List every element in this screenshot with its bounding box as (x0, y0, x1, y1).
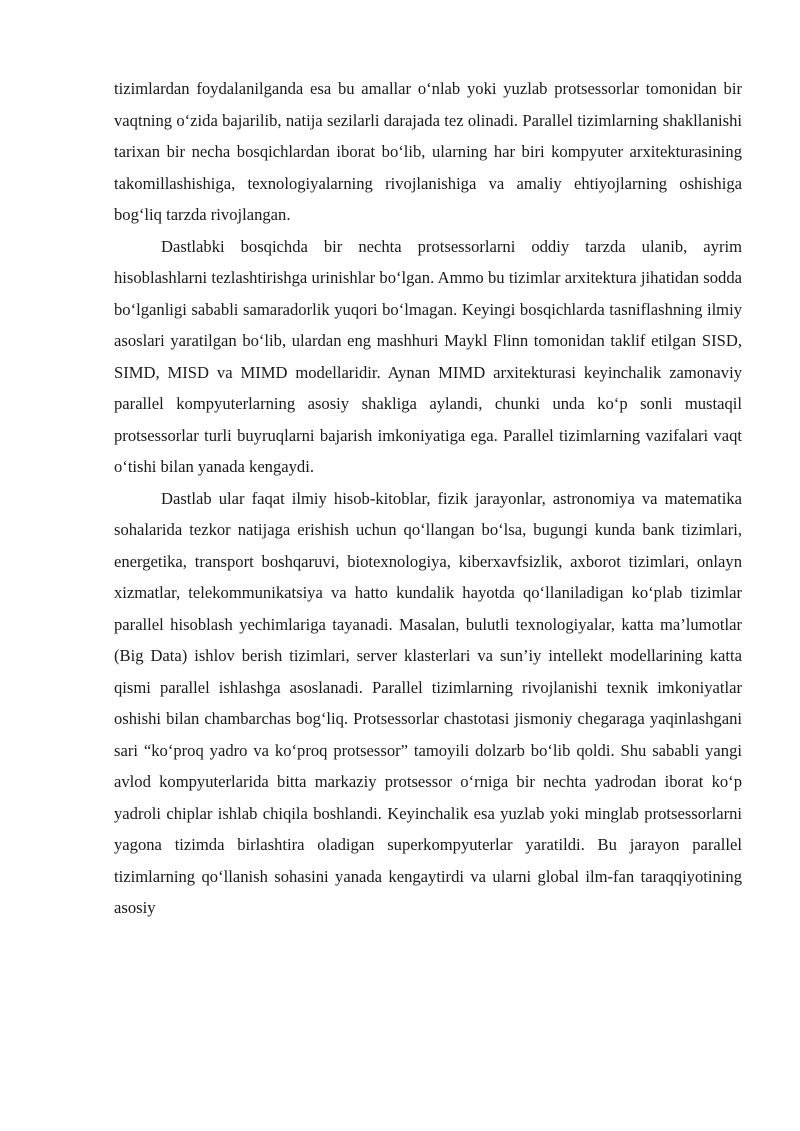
paragraph-2: Dastlabki bosqichda bir nechta protsessorlarni oddiy tarzda ulanib, ayrim hisoblashlarni tezlashtirishga urinishlar bo‘lgan. Ammo bu tizimlar arxitektura jihatidan sodda bo‘lganligi sababli samaradorlik yuqori bo‘lmagan. Keyingi bosqichlarda tasniflashning ilmiy asoslari yaratilgan bo‘lib, ulardan eng mashhuri Maykl Flinn tomonidan taklif etilgan SISD, SIMD, MISD va MIMD modellaridir. Aynan MIMD arxitekturasi keyinchalik zamonaviy parallel kompyuterlarning asosiy shakliga aylandi, chunki unda ko‘p sonli mustaqil protsessorlar turli buyruqlarni bajarish imkoniyatiga ega. Parallel tizimlarning vazifalari vaqt o‘tishi bilan yanada kengaydi. (114, 236, 742, 476)
paragraph-1: tizimlardan foydalanilganda esa bu amallar o‘nlab yoki yuzlab protsessorlar tomonidan bir vaqtning o‘zida bajarilib, natija sezilarli darajada tez olinadi. Parallel tizimlarning shakllanishi tarixan bir necha bosqichlardan iborat bo‘lib, ularning har biri kompyuter arxitekturasining takomillashishiga, texnologiyalarning rivojlanishiga va amaliy ehtiyojlarning oshishiga bog‘liq tarzda rivojlangan. (114, 79, 742, 224)
document-page (114, 73, 742, 924)
paragraph-3: Dastlab ular faqat ilmiy hisob-kitoblar, fizik jarayonlar, astronomiya va matematika sohalarida tezkor natijaga erishish uchun qo‘llangan bo‘lsa, bugungi kunda bank tizimlari, energetika, transport boshqaruvi, biotexnologiya, kiberxavfsizlik, axborot tizimlari, onlayn xizmatlar, telekommunikatsiya va hatto kundalik hayotda qo‘llaniladigan ko‘plab tizimlar parallel hisoblash yechimlariga tayanadi. Masalan, bulutli texnologiyalar, katta ma’lumotlar (Big Data) ishlov berish tizimlari, server klasterlari va sun’iy intellekt modellarining katta qismi parallel ishlashga asoslanadi. Parallel tizimlarning rivojlanishi texnik imkoniyatlar oshishi bilan chambarchas bog‘liq. Protsessorlar chastotasi jismoniy chegaraga yaqinlashgani sari “ko‘proq yadro va ko‘proq protsessor” tamoyili dolzarb bo‘lib qoldi. Shu sababli yangi avlod kompyuterlarida bitta markaziy protsessor o‘rniga bir nechta yadrodan iborat ko‘p yadroli chiplar ishlab chiqila boshlandi. Keyinchalik esa yuzlab yoki minglab protsessorlarni yagona tizimda birlashtira oladigan superkompyuterlar yaratildi. Bu jarayon parallel tizimlarning qo‘llanish sohasini yanada kengaytirdi va ularni global ilm-fan taraqqiyotining asosiy (114, 488, 742, 917)
